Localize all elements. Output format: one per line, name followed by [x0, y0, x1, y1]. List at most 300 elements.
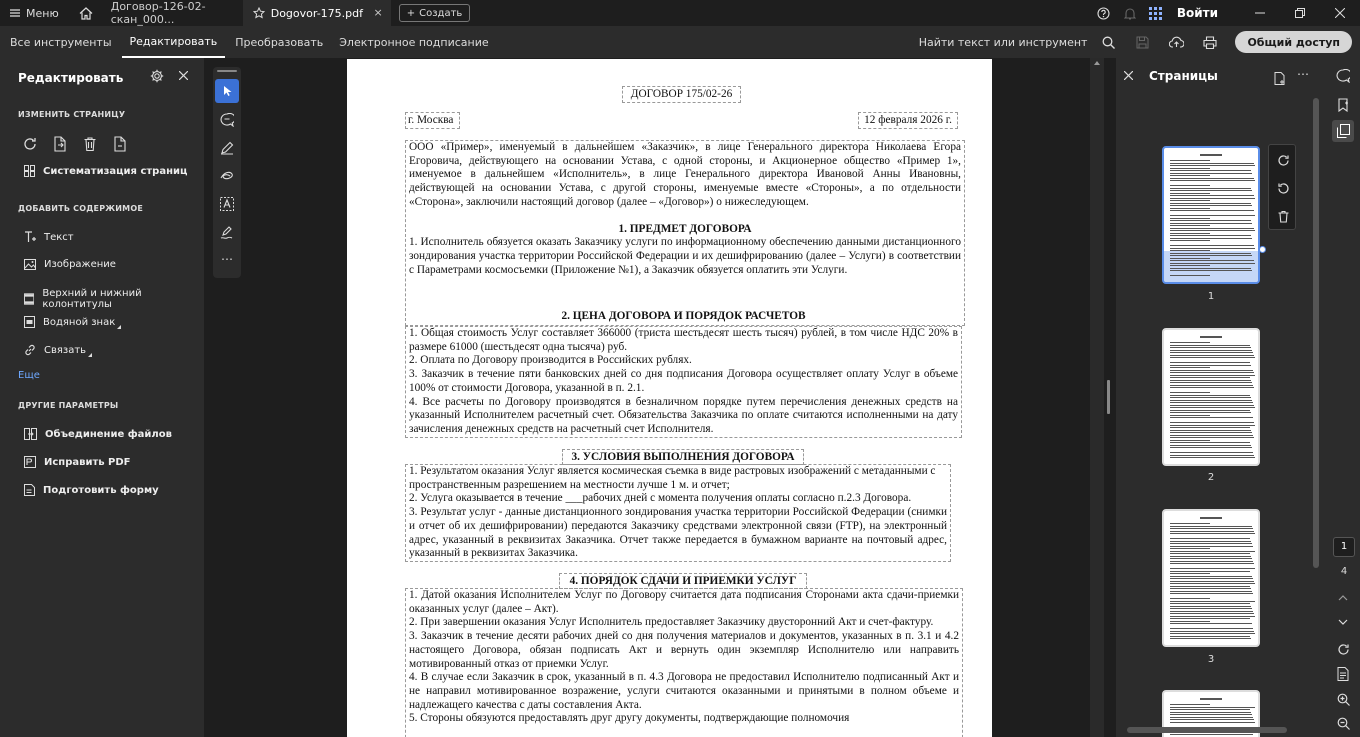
thumb-text-line — [1170, 195, 1254, 196]
thumb-text-line — [1170, 707, 1255, 708]
thumb-text-line — [1200, 336, 1222, 338]
zoom-in-button[interactable] — [1333, 689, 1353, 709]
thumb-text-line — [1170, 717, 1253, 718]
thumb-text-line — [1170, 437, 1254, 438]
new-tab-button[interactable] — [399, 4, 471, 22]
save-button[interactable] — [1127, 26, 1157, 58]
bell-icon — [1124, 7, 1136, 20]
doc-preamble: ООО «Пример», именуемый в дальнейшем «Заказчик», в лице Генерального директора Николаева Егора Егоровича, действующего на основании Устава, с одной стороны, и Акционерное общество «Пример 1», именуемое в дальнейшем «Исполнитель», в лице Генерального директора Ивановой Анны Ивановны, действующей на основании Устава, с другой стороны, именуемые вместе «Стороны», а по отдельности «Сторона», заключили настоящий договор (далее – «Договор») о нижеследующем. — [409, 141, 961, 208]
comment-icon — [1336, 69, 1350, 83]
thumb-text-line — [1170, 385, 1253, 386]
thumb-text-line — [1170, 250, 1210, 251]
thumb-text-line — [1170, 265, 1210, 266]
link-item[interactable] — [24, 344, 86, 356]
thumb-text-line — [1170, 347, 1251, 348]
thumb-text-line — [1170, 350, 1252, 351]
close-window-button[interactable] — [1320, 0, 1360, 26]
panel-settings-button[interactable] — [150, 69, 164, 86]
document-canvas[interactable] — [204, 58, 1104, 737]
thumb-text-line — [1170, 528, 1253, 529]
section2-heading[interactable]: 2. ЦЕНА ДОГОВОРА И ПОРЯДОК РАСЧЕТОВ — [561, 310, 806, 322]
thumb-text-line — [1170, 165, 1255, 166]
thumb-text-line — [1170, 591, 1252, 592]
close-icon — [1335, 8, 1345, 18]
thumb-text-line — [1170, 618, 1250, 619]
refresh-button[interactable] — [1333, 639, 1353, 659]
thumb-text-line — [1170, 638, 1251, 639]
thumb-text-line — [1170, 382, 1252, 383]
section4-item: 5. Стороны обязуются предоставлять друг другу документы, подтверждающие полномочия — [409, 712, 850, 725]
find-tool-label[interactable]: Найти текст или инструмент — [918, 35, 1088, 49]
print-button[interactable] — [1195, 26, 1225, 58]
thumb-text-line — [1170, 631, 1254, 632]
section2-item: 2. Оплата по Договору производится в Российских рублях. — [409, 354, 692, 367]
section2-block[interactable] — [405, 326, 962, 438]
edit-panel — [0, 58, 204, 737]
organize-pages-icon — [24, 165, 35, 177]
pages-more-button[interactable]: ⋯ — [1297, 67, 1309, 81]
organize-pages-item[interactable] — [24, 165, 187, 177]
more-link[interactable]: Еще — [18, 370, 40, 381]
thumb-text-line — [1170, 375, 1255, 376]
rotate-icon[interactable] — [22, 136, 38, 152]
tab-label: Договор-126-02-скан_000... — [110, 0, 206, 26]
next-page-button[interactable] — [1333, 612, 1353, 632]
home-icon — [79, 7, 93, 20]
share-button[interactable]: Общий доступ — [1235, 31, 1352, 53]
thumb-text-line — [1170, 405, 1254, 406]
panel-splitter[interactable] — [1104, 58, 1116, 737]
thumb-text-line — [1170, 452, 1253, 453]
thumb-text-line — [1170, 432, 1252, 433]
previous-page-button[interactable] — [1333, 588, 1353, 608]
menu-bar-right — [919, 26, 1352, 58]
thumb-text-line — [1170, 435, 1253, 436]
thumb-text-line — [1170, 712, 1251, 713]
thumb-text-line — [1170, 704, 1210, 705]
thumb-text-line — [1170, 233, 1210, 234]
tab-edit[interactable]: Редактировать — [122, 26, 226, 58]
thumb-text-line — [1170, 377, 1250, 378]
thumb-text-line — [1170, 425, 1255, 426]
thumb-text-line — [1170, 218, 1210, 219]
section1-paragraph: 1. Исполнитель обязуется оказать Заказчику услуги по информационному обеспечению данными дистанционного зондирования участка территории Российской Федерации и их дешифрированию (далее – Услуги) в соответствии с Параметрами космосъемки (Приложение №1), а Заказчик обязуется оплатить эти Услуги. — [409, 236, 961, 276]
title-bar — [0, 0, 1360, 26]
thumb-text-line — [1170, 568, 1255, 569]
thumb-text-line — [1170, 210, 1254, 211]
doc-date[interactable]: 12 февраля 2026 г. — [858, 112, 958, 129]
tab-convert[interactable]: Преобразовать — [235, 35, 324, 49]
thumb-text-line — [1170, 457, 1255, 458]
prepare-form-item[interactable] — [24, 484, 159, 496]
menu-label: Меню — [26, 6, 59, 20]
thumb-text-line — [1170, 719, 1254, 720]
thumb-text-line — [1170, 395, 1250, 396]
combine-files-icon — [24, 428, 37, 440]
pages-panel-button[interactable] — [1332, 120, 1354, 142]
thumb-text-line — [1170, 427, 1250, 428]
header-footer-text: Верхний и нижний колонтитулы — [42, 288, 142, 310]
zoom-out-icon — [1337, 717, 1350, 730]
thumb-text-line — [1170, 714, 1252, 715]
thumb-text-line — [1170, 215, 1255, 216]
fix-pdf-label: Исправить PDF — [44, 456, 131, 468]
trash-icon[interactable] — [82, 136, 98, 152]
thumb-text-line — [1170, 253, 1251, 254]
hamburger-icon — [10, 9, 20, 17]
thumb-text-line — [1170, 362, 1250, 363]
maximize-button[interactable] — [1280, 0, 1320, 26]
panel-title: Редактировать — [18, 71, 124, 85]
thumb-text-line — [1170, 380, 1251, 381]
thumb-text-line — [1170, 255, 1252, 256]
add-text-item[interactable] — [24, 231, 74, 243]
thumb-text-line — [1170, 415, 1210, 416]
thumb-text-line — [1170, 170, 1251, 171]
thumb-text-line — [1170, 387, 1254, 388]
thumb-text-line — [1170, 603, 1250, 604]
comment-tool[interactable] — [215, 108, 239, 132]
thumb-text-line — [1170, 526, 1252, 527]
watermark-text: Водяной знак — [43, 316, 116, 328]
thumb-text-line — [1170, 633, 1255, 634]
restore-icon — [1295, 8, 1305, 18]
page-thumbnail[interactable] — [1162, 146, 1260, 284]
add-text-label: Текст — [44, 231, 74, 243]
section4-heading[interactable]: 4. ПОРЯДОК СДАЧИ И ПРИЕМКИ УСЛУГ — [559, 573, 807, 589]
expand-arrow-icon — [88, 353, 92, 357]
page-thumbnail-number: 1 — [1207, 291, 1215, 302]
thumb-text-line — [1170, 543, 1252, 544]
rotate-counterclockwise-icon — [1277, 182, 1290, 195]
thumb-text-line — [1170, 370, 1253, 371]
apps-button[interactable] — [1143, 0, 1169, 26]
thumb-text-line — [1170, 352, 1253, 353]
gear-icon — [150, 69, 164, 83]
home-button[interactable] — [71, 0, 101, 26]
thumb-text-line — [1170, 160, 1210, 161]
page-thumbnail-number: 2 — [1207, 472, 1215, 483]
thumb-text-line — [1170, 240, 1210, 241]
thumb-text-line — [1170, 238, 1252, 239]
thumb-text-line — [1170, 586, 1250, 587]
thumb-text-line — [1170, 531, 1254, 532]
new-label: Создать — [419, 7, 463, 19]
thumb-text-line — [1170, 367, 1210, 368]
help-button[interactable] — [1091, 0, 1117, 26]
search-button[interactable] — [1093, 26, 1123, 58]
panel-close-button[interactable] — [179, 69, 188, 83]
section2-item: 3. Заказчик в течение пяти банковских дней со дня подписания Договора осуществляет оплату Услуг в объеме 100% от стоимости Договора, указанной в п. 2.1. — [409, 368, 958, 394]
rotate-clockwise-button[interactable] — [1274, 151, 1292, 169]
thumb-text-line — [1170, 593, 1253, 594]
thumb-text-line — [1170, 275, 1210, 276]
thumbnail-toolbar — [1268, 144, 1296, 230]
thumb-text-line — [1170, 230, 1255, 231]
bookmark-icon — [1337, 98, 1349, 112]
thumb-text-line — [1170, 611, 1253, 612]
cursor-arrow-icon — [222, 85, 233, 97]
comment-icon — [220, 113, 234, 127]
close-icon — [179, 71, 188, 80]
menu-bar — [0, 26, 1360, 58]
thumb-text-line — [1170, 190, 1252, 191]
section3-item: 3. Результат услуг - данные дистанционного зондирования участка территории Российской Федерации (снимки и отчет об их дешифрировании) передаются Заказчику средствами электронной связи (FTP), на электронный адрес, указанный в реквизитах Заказчика. Отчет также передается в бумажном варианте на почтовый адрес, указанный в реквизитах Заказчика. — [409, 506, 947, 560]
section3-block[interactable] — [405, 464, 951, 562]
link-label — [44, 345, 86, 356]
thumb-text-line — [1170, 558, 1252, 559]
thumb-text-line — [1170, 410, 1250, 411]
toolbar-grip[interactable] — [217, 70, 237, 72]
splitter-handle[interactable] — [1107, 380, 1110, 414]
thumb-text-line — [1170, 598, 1210, 599]
signature-pen-icon — [220, 225, 234, 239]
thumb-text-line — [1170, 606, 1251, 607]
comments-panel-button[interactable] — [1333, 66, 1353, 86]
thumb-text-line — [1200, 698, 1222, 700]
thumb-text-line — [1170, 208, 1210, 209]
thumb-text-line — [1170, 168, 1210, 169]
pages-horizontal-scrollbar[interactable] — [1122, 726, 1306, 735]
thumb-text-line — [1170, 561, 1253, 562]
header-footer-item[interactable] — [24, 288, 204, 310]
fix-pdf-icon — [24, 456, 36, 468]
minimize-button[interactable] — [1240, 0, 1280, 26]
thumb-text-line — [1170, 402, 1253, 403]
thumb-text-line — [1170, 342, 1210, 343]
thumb-text-line — [1170, 576, 1252, 577]
tab-document-1[interactable] — [101, 0, 243, 26]
tab-e-sign[interactable]: Электронное подписание — [339, 35, 489, 49]
save-icon — [1136, 36, 1149, 49]
pdf-page[interactable] — [347, 59, 992, 737]
pages-close-button[interactable] — [1124, 69, 1133, 83]
link-icon — [24, 344, 36, 356]
sign-in-button[interactable]: Войти — [1176, 6, 1218, 20]
extract-page-icon[interactable] — [52, 136, 68, 152]
combine-files-item[interactable] — [24, 428, 172, 440]
plus-icon: + — [406, 7, 416, 19]
selection-handle[interactable] — [1259, 246, 1266, 253]
total-pages: 4 — [1340, 566, 1348, 577]
add-image-label: Изображение — [44, 259, 116, 270]
expand-arrow-icon — [117, 325, 121, 329]
add-image-item[interactable] — [24, 259, 116, 270]
section-other-options: ДРУГИЕ ПАРАМЕТРЫ — [18, 401, 119, 410]
more-tools-button[interactable] — [215, 247, 239, 271]
doc-body-block[interactable] — [405, 140, 965, 326]
thumb-text-line — [1170, 245, 1254, 246]
thumb-text-line — [1170, 571, 1250, 572]
vertical-toolbar — [213, 67, 241, 278]
watermark-label — [43, 317, 115, 328]
prepare-form-label: Подготовить форму — [43, 484, 159, 496]
thumb-text-line — [1170, 205, 1252, 206]
page-tools-row — [22, 136, 128, 152]
thumb-text-line — [1200, 154, 1222, 156]
select-tool[interactable] — [215, 79, 239, 103]
thumb-text-line — [1170, 175, 1210, 176]
fix-pdf-item[interactable] — [24, 456, 131, 468]
thumb-text-line — [1170, 546, 1253, 547]
section4-item: 1. Датой оказания Исполнителем Услуг по Договору считается дата подписания Сторонами акта сдачи-приемки оказанных услуг (далее – Акт). — [409, 589, 959, 615]
section4-item: 4. В случае если Заказчик в срок, указанный в п. 4.3 Договора не предоставил Исполнителю подписанный Акт и не направил мотивированное возражение, услуги считаются оказанными и принятыми в полном объеме и надлежащего качества с даты составления Акта. — [409, 671, 959, 711]
combine-files-label: Объединение файлов — [45, 428, 172, 440]
zoom-in-icon — [1337, 693, 1350, 706]
notifications-button[interactable] — [1117, 0, 1143, 26]
close-icon — [1124, 71, 1133, 80]
thumb-text-line — [1170, 445, 1251, 446]
printer-icon — [1203, 36, 1217, 49]
refresh-icon — [1337, 643, 1350, 656]
apps-grid-icon — [1149, 7, 1162, 20]
text-box-tool[interactable] — [215, 192, 239, 216]
thumb-text-line — [1170, 709, 1250, 710]
insert-page-icon — [1274, 72, 1286, 85]
thumb-text-line — [1170, 345, 1250, 346]
thumb-text-line — [1170, 538, 1250, 539]
thumb-text-line — [1170, 588, 1251, 589]
insert-page-button[interactable] — [1274, 70, 1286, 89]
thumb-text-line — [1170, 397, 1251, 398]
help-icon — [1097, 7, 1110, 20]
thumb-text-line — [1170, 548, 1210, 549]
page-thumbnail-number: 3 — [1207, 654, 1215, 665]
section3-item: 2. Услуга оказывается в течение ___рабочих дней с момента получения оплаты согласно п.2.3 Договора. — [409, 492, 912, 505]
thumb-text-line — [1170, 455, 1254, 456]
close-tab-button[interactable]: × — [373, 6, 383, 19]
thumb-text-line — [1170, 372, 1254, 373]
thumb-text-line — [1200, 517, 1222, 519]
thumb-text-line — [1170, 578, 1253, 579]
pages-scrollbar-thumb[interactable] — [1313, 98, 1319, 568]
thumb-text-line — [1170, 563, 1254, 564]
thumb-text-line — [1170, 392, 1210, 393]
star-icon[interactable] — [253, 7, 265, 19]
thumb-text-line — [1170, 636, 1250, 637]
draw-tool[interactable] — [215, 164, 239, 188]
thumb-text-line — [1170, 447, 1252, 448]
thumb-text-line — [1170, 623, 1252, 624]
thumb-text-line — [1170, 442, 1250, 443]
thumb-text-line — [1170, 163, 1254, 164]
chevron-down-icon — [1338, 619, 1348, 625]
pages-panel — [1116, 58, 1326, 737]
thumb-text-line — [1170, 248, 1255, 249]
delete-page-button[interactable] — [1274, 207, 1292, 225]
watermark-icon — [24, 316, 35, 328]
page-thumbnail[interactable] — [1162, 328, 1260, 466]
section4-block[interactable] — [405, 588, 963, 737]
thumb-text-line — [1170, 260, 1254, 261]
section4-item: 2. При завершении оказания Услуг Исполнитель предоставляет Заказчику двусторонний Акт и счет-фактуру. — [409, 616, 934, 629]
thumb-text-line — [1170, 422, 1254, 423]
trash-icon — [1277, 210, 1290, 223]
rotate-clockwise-icon — [1277, 154, 1290, 167]
pages-scrollbar[interactable] — [1312, 98, 1320, 737]
text-box-icon — [220, 197, 234, 211]
thumb-text-line — [1170, 178, 1254, 179]
fit-page-button[interactable] — [1333, 664, 1353, 684]
pages-title: Страницы — [1149, 69, 1218, 83]
menu-button[interactable] — [0, 0, 71, 26]
section3-heading[interactable]: 3. УСЛОВИЯ ВЫПОЛНЕНИЯ ДОГОВОРА — [562, 449, 804, 465]
upload-button[interactable] — [1161, 26, 1191, 58]
organize-pages-label: Систематизация страниц — [43, 165, 188, 177]
thumb-text-line — [1170, 613, 1254, 614]
thumb-text-line — [1170, 235, 1251, 236]
thumb-text-line — [1170, 225, 1210, 226]
thumb-text-line — [1170, 180, 1255, 181]
thumb-text-line — [1170, 357, 1255, 358]
thumb-text-line — [1170, 583, 1255, 584]
tab-all-tools[interactable]: Все инструменты — [10, 35, 112, 49]
ellipsis-icon: ⋯ — [221, 252, 233, 266]
thumb-text-line — [1170, 581, 1254, 582]
thumb-text-line — [1170, 551, 1255, 552]
canvas-scrollbar[interactable] — [1090, 58, 1104, 737]
thumb-text-line — [1170, 365, 1251, 366]
thumb-text-line — [1170, 228, 1254, 229]
thumb-text-line — [1170, 541, 1251, 542]
right-rail — [1326, 58, 1360, 737]
minimize-icon — [1255, 8, 1265, 18]
thumb-text-line — [1170, 268, 1251, 269]
current-page-field[interactable]: 1 — [1333, 537, 1355, 557]
header-footer-label — [42, 288, 204, 310]
thumb-text-line — [1170, 203, 1251, 204]
horizontal-scrollbar-thumb[interactable] — [1127, 727, 1287, 733]
thumb-text-line — [1170, 412, 1251, 413]
watermark-item[interactable] — [24, 316, 115, 328]
insert-page-icon[interactable] — [112, 136, 128, 152]
thumb-text-line — [1170, 430, 1251, 431]
thumb-text-line — [1170, 573, 1210, 574]
section-edit-page: ИЗМЕНИТЬ СТРАНИЦУ — [18, 110, 126, 119]
cloud-upload-icon — [1169, 36, 1184, 48]
doc-title[interactable]: ДОГОВОР 175/02-26 — [622, 86, 741, 103]
thumb-text-line — [1170, 417, 1253, 418]
rotate-counterclockwise-button[interactable] — [1274, 179, 1292, 197]
tab-document-2[interactable] — [243, 0, 391, 26]
thumb-text-line — [1170, 722, 1255, 723]
thumb-text-line — [1170, 556, 1251, 557]
thumb-text-line — [1170, 270, 1252, 271]
page-thumbnail[interactable] — [1162, 509, 1260, 647]
doc-city[interactable]: г. Москва — [405, 112, 460, 129]
zoom-out-button[interactable] — [1333, 713, 1353, 733]
search-icon — [1102, 36, 1115, 49]
bookmarks-panel-button[interactable] — [1333, 95, 1353, 115]
thumb-text-line — [1170, 601, 1255, 602]
image-icon — [24, 259, 36, 270]
scroll-up-arrow-icon[interactable] — [1094, 61, 1100, 65]
sign-tool[interactable] — [215, 220, 239, 244]
thumb-text-line — [1170, 198, 1255, 199]
section1-heading: 1. ПРЕДМЕТ ДОГОВОРА — [618, 222, 752, 235]
thumb-text-line — [1170, 616, 1255, 617]
thumb-text-line — [1170, 553, 1250, 554]
thumb-text-line — [1170, 185, 1210, 186]
thumb-text-line — [1170, 200, 1210, 201]
thumb-text-line — [1170, 621, 1210, 622]
thumb-text-line — [1170, 223, 1252, 224]
section-add-content: ДОБАВИТЬ СОДЕРЖИМОЕ — [18, 204, 143, 213]
highlight-tool[interactable] — [215, 136, 239, 160]
thumb-text-line — [1170, 188, 1251, 189]
header-footer-icon — [24, 293, 34, 305]
thumb-text-line — [1170, 355, 1254, 356]
